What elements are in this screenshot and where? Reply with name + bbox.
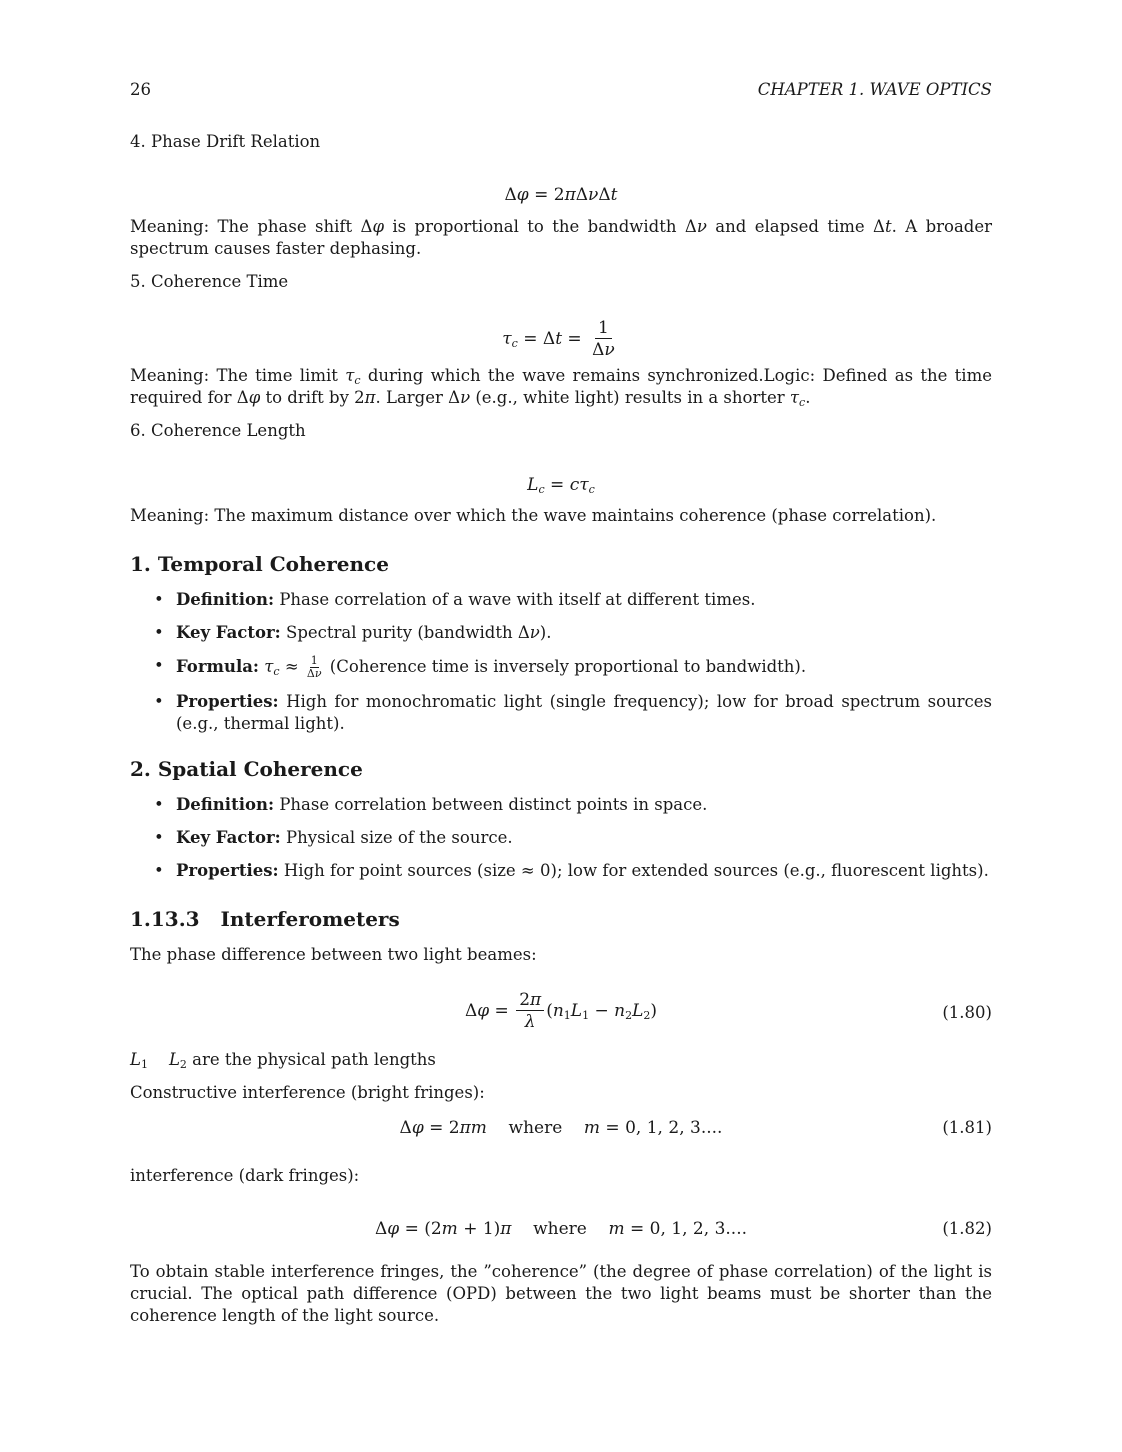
equation-1-81: Δφ = 2πm where m = 0, 1, 2, 3.... (1.81) [399, 1118, 992, 1138]
item5-meaning: Meaning: The time limit $\tau_c$ during which the wave remains synchronized.Logic: Defined as the time required for Δφ to drift by 2π. Larger Δν (e.g., white light) results in a shorter $\tau_c$. [130, 366, 992, 409]
list-item: • Key Factor: Spectral purity (bandwidth Δν). [130, 622, 992, 644]
spatial-heading: 2. Spatial Coherence [130, 757, 363, 781]
list-item: • Formula: $\tau_c$ ≈ $\frac{1}{\Delta\nu}$ (Coherence time is inversely proportional to bandwidth). [130, 655, 992, 680]
interferometers-intro: The phase difference between two light beames: [130, 945, 537, 964]
temporal-list [130, 589, 992, 746]
page-number: 26 [130, 80, 151, 99]
destructive-text: interference (dark fringes): [130, 1166, 360, 1185]
list-item: • Definition: Phase correlation between distinct points in space. [130, 794, 992, 816]
item4-meaning: Meaning: The phase shift Δφ is proportional to the bandwidth Δν and elapsed time Δt. A broader spectrum causes faster dephasing. [130, 217, 993, 258]
list-item: • Key Factor: Physical size of the source. [130, 827, 992, 849]
coherence-length-equation: $L_c = c\tau_c$ [527, 475, 595, 496]
equation-number: (1.82) [942, 1219, 992, 1238]
coherence-time-equation: $\tau_c = \Delta t$ = $\frac{1}{\Delta\nu}$ [502, 318, 615, 360]
chapter-title: CHAPTER 1. WAVE OPTICS [757, 80, 992, 99]
equation-number: (1.80) [942, 1003, 992, 1022]
list-item: • Properties: High for point sources (size ≈ 0); low for extended sources (e.g., fluorescent lights). [130, 860, 992, 882]
equation-number: (1.81) [942, 1118, 992, 1137]
running-header [130, 80, 992, 99]
list-item: • Properties: High for monochromatic light (single frequency); low for broad spectrum sources (e.g., thermal light). [130, 691, 992, 735]
temporal-heading: 1. Temporal Coherence [130, 552, 389, 576]
item5-title: 5. Coherence Time [130, 272, 289, 291]
list-item: • Definition: Phase correlation of a wave with itself at different times. [130, 589, 992, 611]
phase-drift-equation: Δφ = 2πΔνΔt [504, 185, 618, 205]
item6-meaning: Meaning: The maximum distance over which the wave maintains coherence (phase correlation). [130, 506, 937, 525]
item4-title: 4. Phase Drift Relation [130, 132, 321, 151]
constructive-text: Constructive interference (bright fringes): [130, 1083, 485, 1102]
spatial-list [130, 794, 992, 893]
equation-1-82: Δφ = (2m + 1)π where m = 0, 1, 2, 3.... (1.82) [374, 1219, 992, 1239]
interferometers-heading: 1.13.3 Interferometers [130, 907, 400, 931]
path-lengths-text: $L_1$ $L_2$ are the physical path lengths [130, 1050, 436, 1071]
closing-paragraph: To obtain stable interference fringes, the ”coherence” (the degree of phase correlation) of the light is crucial. The optical path difference (OPD) between the two light beams must be shorter than the coherence length of the light source. [130, 1262, 992, 1325]
equation-1-80: Δφ = $\frac{2\pi}{\lambda}$ $(n_1L_1 - n_2L_2)$ (1.80) [464, 990, 992, 1032]
document-page [130, 0, 992, 1452]
item6-title: 6. Coherence Length [130, 421, 306, 440]
